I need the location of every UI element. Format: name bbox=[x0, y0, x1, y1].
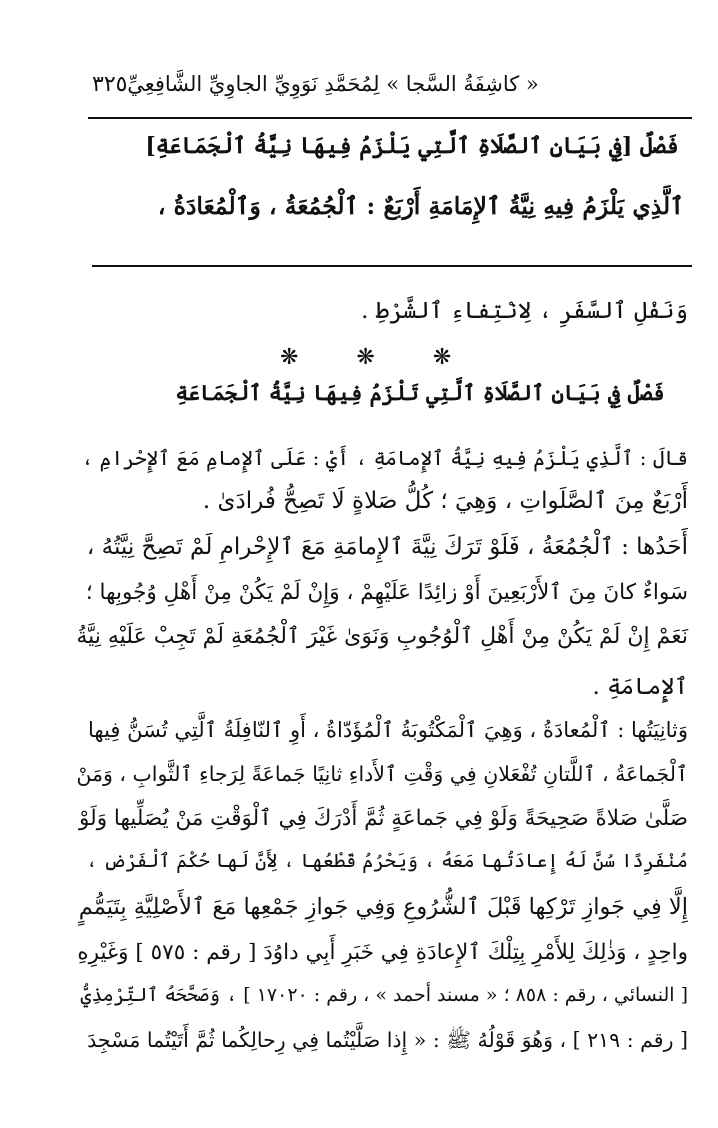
body-line: [ رقم : ٢١٩ ] ، وَهُوَ قَوْلُهُ ﷺ : « إِذا صَلَّيْتُما فِي رِحالِكُما ثُمَّ أَتَيْتُما مَسْجِدَ bbox=[87, 1028, 688, 1052]
asterism-separator: ❋❋❋ bbox=[280, 345, 510, 370]
body-line: نَعَمْ إِنْ لَمْ يَكُنْ مِنْ أَهْلِ ٱلْوُجُوبِ وَنَوَىٰ غَيْرَ ٱلْجُمُعَةِ لَمْ تَجِبْ عَلَيْهِ نِيَّةُ bbox=[76, 624, 688, 649]
body-line: أَحَدُها : ٱلْجُمُعَةُ ، فَلَوْ تَرَكَ نِيَّةَ ٱلإِمامَةِ مَعَ ٱلإِحْرامِ لَمْ تَصِحَّ نِيَّتُهُ ، bbox=[86, 534, 688, 560]
body-line: سَواءٌ كانَ مِنَ ٱلأَرْبَعِينَ أَوْ زائِدًا عَلَيْهِمْ ، وَإِنْ لَمْ يَكُنْ مِنْ أَهْلِ وُجُوبِها ؛ bbox=[85, 580, 688, 605]
body-line: مُنْفَرِدًا سُنَّ لَهُ إِعادَتُها مَعَهُ ، وَيَحْرُمُ قَطْعُها ، لِأَنَّ لَها حُكْمَ ٱلْفَرْضِ ، bbox=[86, 850, 688, 872]
body-line: قالَ : ٱلَّذِي يَلْزَمُ فِيهِ نِيَّةُ ٱلإِمامَةِ ، أَيْ : عَلَى ٱلإِمامِ مَعَ ٱلإِحْرامِ ، bbox=[81, 446, 688, 470]
running-title: « كاشِفَةُ السَّجا » لِمُحَمَّدِ نَوَوِيِّ الجاوِيِّ الشَّافِعِيِّ bbox=[127, 72, 539, 96]
body-line: إِلَّا فِي جَوازِ تَرْكِها قَبْلَ ٱلشُّرُوعِ وَفِي جَوازِ جَمْعِها مَعَ ٱلأَصْلِيَّةِ بِتَيَمُّمٍ bbox=[78, 894, 688, 920]
body-line: ٱلإِمامَةِ . bbox=[592, 674, 688, 700]
matn-rule bbox=[92, 265, 692, 267]
section-title: فَصْلٌ فِي بَيَانِ ٱلصَّلَاةِ ٱلَّتِي تَلْزَمُ فِيهَا نِيَّةُ ٱلْجَمَاعَةِ bbox=[175, 380, 665, 405]
body-line: أَرْبَعٌ مِنَ ٱلصَّلَواتِ ، وَهِيَ ؛ كُلُّ صَلاةٍ لَا تَصِحُّ فُرادَىٰ . bbox=[202, 488, 688, 514]
matn-title: فَصْلٌ [فِي بَيَانِ ٱلصَّلَاةِ ٱلَّتِي يَلْزَمُ فِيهَا نِيَّةُ ٱلْجَمَاعَةِ] bbox=[145, 133, 679, 159]
body-line: صَلَّىٰ صَلاةً صَحِيحَةً وَلَوْ فِي جَماعَةٍ ثُمَّ أَدْرَكَ فِي ٱلْوَقْتِ مَنْ يُصَلِّيها وَلَوْ bbox=[79, 806, 688, 831]
carry-line: وَنَفْلِ ٱلسَّفَرِ ، لِانْتِفاءِ ٱلشَّرْطِ . bbox=[361, 298, 688, 324]
header-rule bbox=[88, 117, 692, 119]
page-number: ٣٢٥ bbox=[92, 72, 128, 97]
body-line: وَثانِيَتُها : ٱلْمُعادَةُ ، وَهِيَ ٱلْمَكْتُوبَةُ ٱلْمُؤَدّاةُ ، أَوِ ٱلنّافِلَةُ ٱلَّتِي تُسَنُّ فِيها bbox=[88, 718, 688, 742]
body-line: [ النسائي ، رقم : ٨٥٨ ؛ « مسند أحمد » ، رقم : ١٧٠٢٠ ] ، وَصَحَّحَهُ ٱلتِّرْمِذِيُّ bbox=[80, 984, 688, 1006]
body-line: واحِدٍ ، وَذٰلِكَ لِلأَمْرِ بِتِلْكَ ٱلإِعادَةِ فِي خَبَرِ أَبِي داوُدَ [ رقم : ٥٧٥ ] وَغَيْرِهِ bbox=[77, 940, 688, 965]
matn-text: ٱلَّذِي يَلْزَمُ فِيهِ نِيَّةُ ٱلإِمَامَةِ أَرْبَعٌ : ٱلْجُمُعَةُ ، وَٱلْمُعَادَةُ ، bbox=[157, 192, 684, 220]
body-line: ٱلْجَماعَةُ ، ٱللَّتانِ تُفْعَلانِ فِي وَقْتِ ٱلأَداءِ ثانِيًا جَماعَةً لِرَجاءِ ٱلثَّوابِ ، وَمَنْ bbox=[76, 762, 688, 786]
